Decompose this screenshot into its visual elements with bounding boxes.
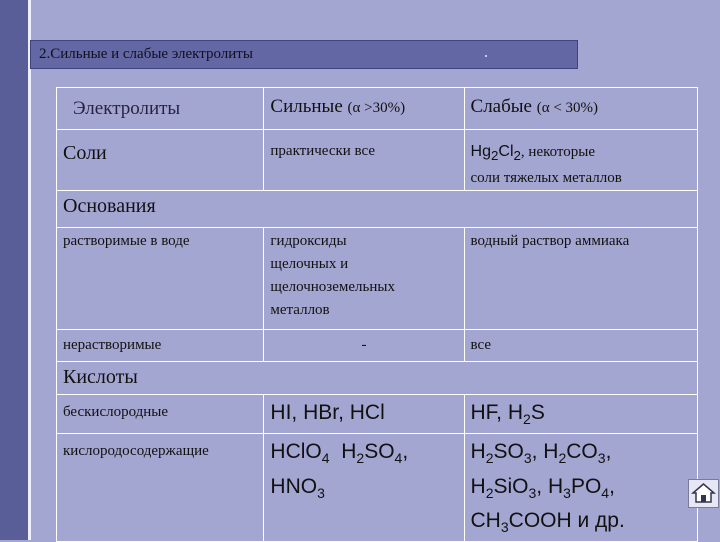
oxygenfree-label: бескислородные bbox=[57, 395, 264, 434]
oxygenfree-acids-row bbox=[57, 395, 698, 434]
acids-section: Кислоты bbox=[57, 362, 698, 395]
salts-strong: практически все bbox=[264, 130, 464, 191]
title-bar bbox=[30, 40, 578, 69]
hg2cl2-formula: $Hg_2Cl_2$ bbox=[470, 143, 521, 164]
salts-weak-after: , некоторые bbox=[520, 144, 596, 160]
soluble-strong bbox=[264, 228, 464, 330]
header-strong-note: (α >30%) bbox=[347, 100, 406, 116]
bases-section-row bbox=[57, 191, 698, 228]
acids-section-row bbox=[57, 362, 698, 395]
oxygenfree-strong: HI, HBr, HCl bbox=[264, 395, 464, 434]
title-decoration bbox=[485, 55, 487, 57]
header-row bbox=[57, 88, 698, 130]
oxygen-label: кислородосодержащие bbox=[57, 434, 264, 542]
salts-weak-line2: соли тяжелых металлов bbox=[470, 170, 622, 187]
header-strong-label: Сильные bbox=[270, 96, 343, 117]
slide-title: 2.Сильные и слабые электролиты bbox=[39, 46, 253, 62]
insoluble-strong: - bbox=[264, 330, 464, 362]
salts-row bbox=[57, 130, 698, 191]
home-icon bbox=[689, 480, 718, 507]
insoluble-label: нерастворимые bbox=[57, 330, 264, 362]
soluble-weak: водный раствор аммиака bbox=[464, 228, 697, 330]
oxygen-weak: $H_2SO_3$, $H_2CO_3$, $H_2SiO_3$, $H_3PO_4$, $CH_3COOH$ и др. bbox=[464, 434, 697, 542]
slide-edge-line bbox=[28, 0, 31, 540]
soluble-strong-line3: щелочноземельных bbox=[270, 279, 395, 296]
header-electrolytes: Электролиты bbox=[57, 88, 264, 130]
oxygen-acids-row bbox=[57, 434, 698, 542]
soluble-label: растворимые в воде bbox=[57, 228, 264, 330]
slide-left-edge bbox=[0, 0, 28, 540]
header-weak bbox=[464, 88, 697, 130]
bases-section: Основания bbox=[57, 191, 698, 228]
oxygenfree-weak: HF, $H_2S$ bbox=[464, 395, 697, 434]
header-weak-note: (α < 30%) bbox=[536, 100, 599, 116]
soluble-strong-line2: щелочных и bbox=[270, 256, 349, 273]
salts-label: Соли bbox=[57, 130, 264, 191]
oxygen-strong: HClO$_4$ $H_2SO_4$, $HNO_3$ bbox=[264, 434, 464, 542]
soluble-strong-line1: гидроксиды bbox=[270, 233, 347, 250]
insoluble-weak: все bbox=[464, 330, 697, 362]
soluble-bases-row bbox=[57, 228, 698, 330]
salts-weak bbox=[464, 130, 697, 191]
home-button[interactable] bbox=[688, 479, 719, 508]
header-strong bbox=[264, 88, 464, 130]
insoluble-bases-row bbox=[57, 330, 698, 362]
electrolytes-table bbox=[56, 87, 698, 542]
soluble-strong-line4: металлов bbox=[270, 302, 330, 319]
header-weak-label: Слабые bbox=[470, 96, 532, 117]
